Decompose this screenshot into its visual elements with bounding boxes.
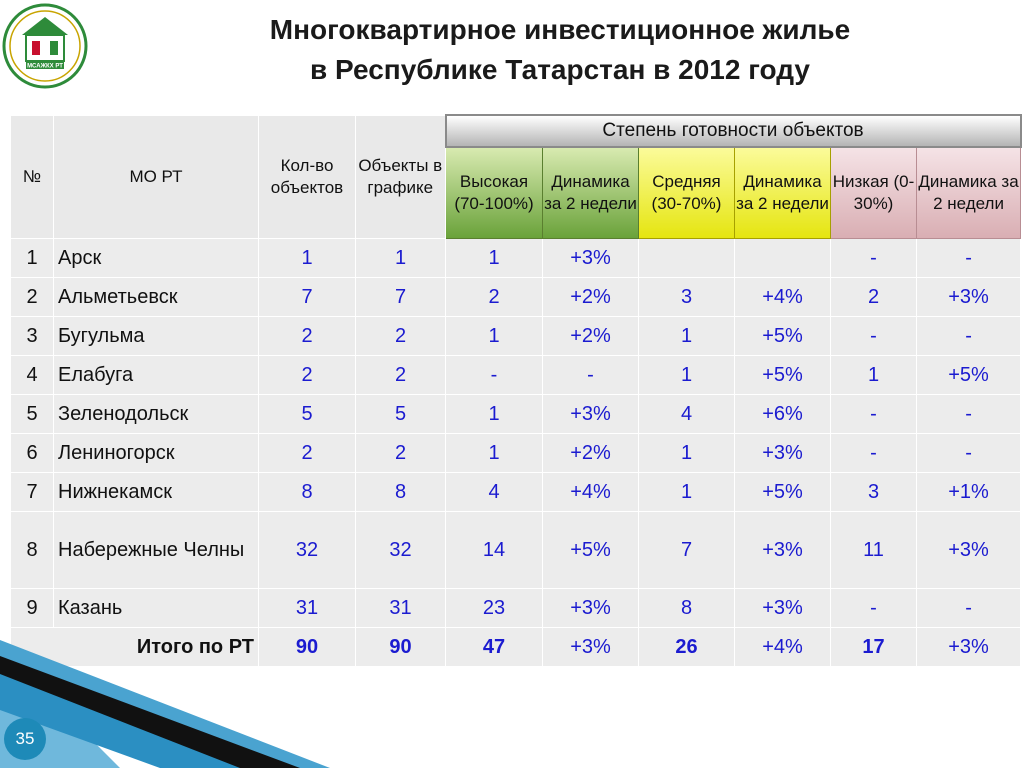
row-low: 3 [831,473,917,512]
row-number: 5 [11,395,54,434]
table-row [11,278,1021,317]
table-row [11,473,1021,512]
row-schedule: 2 [356,356,446,395]
row-number: 9 [11,589,54,628]
row-mid-dynamics: +4% [735,278,831,317]
row-number: 7 [11,473,54,512]
table-row [11,317,1021,356]
row-high: 1 [446,434,543,473]
page-number: 35 [4,718,46,760]
row-mid: 7 [639,512,735,589]
row-low-dynamics: - [917,434,1021,473]
row-high-dynamics: - [543,356,639,395]
row-number: 8 [11,512,54,589]
row-count: 1 [259,239,356,278]
row-schedule: 7 [356,278,446,317]
row-high: 4 [446,473,543,512]
header-count: Кол-во объектов [259,115,356,239]
table-row [11,239,1021,278]
row-high-dynamics: +2% [543,317,639,356]
total-schedule: 90 [356,628,446,667]
row-mo: Арск [54,239,259,278]
row-high: - [446,356,543,395]
row-mid-dynamics: +3% [735,512,831,589]
row-mid: 3 [639,278,735,317]
total-low-dynamics: +3% [917,628,1021,667]
row-low: 11 [831,512,917,589]
row-low-dynamics: - [917,239,1021,278]
table-row [11,434,1021,473]
row-schedule: 2 [356,434,446,473]
row-low-dynamics: +1% [917,473,1021,512]
total-high-dynamics: +3% [543,628,639,667]
header-num: № [11,115,54,239]
row-mid-dynamics: +5% [735,356,831,395]
table-row [11,356,1021,395]
row-low-dynamics: - [917,589,1021,628]
row-mid-dynamics: +6% [735,395,831,434]
header-low-dynamics: Динамика за 2 недели [917,147,1021,239]
row-mo: Бугульма [54,317,259,356]
housing-table [10,114,1022,667]
row-count: 2 [259,434,356,473]
row-mo: Елабуга [54,356,259,395]
row-schedule: 8 [356,473,446,512]
row-mid-dynamics: +3% [735,434,831,473]
row-mid: 8 [639,589,735,628]
row-mid-dynamics: +5% [735,473,831,512]
row-high: 23 [446,589,543,628]
total-mid: 26 [639,628,735,667]
table-row [11,512,1021,589]
row-high-dynamics: +2% [543,278,639,317]
row-low: - [831,317,917,356]
row-mid-dynamics [735,239,831,278]
row-schedule: 5 [356,395,446,434]
row-schedule: 2 [356,317,446,356]
row-mo: Лениногорск [54,434,259,473]
table-row [11,395,1021,434]
row-high-dynamics: +3% [543,239,639,278]
page-title [110,10,1010,90]
row-count: 32 [259,512,356,589]
row-mo: Нижнекамск [54,473,259,512]
total-low: 17 [831,628,917,667]
row-mid [639,239,735,278]
row-low: - [831,239,917,278]
row-low: 2 [831,278,917,317]
row-high-dynamics: +5% [543,512,639,589]
row-high-dynamics: +3% [543,589,639,628]
header-schedule: Объекты в графике [356,115,446,239]
row-number: 2 [11,278,54,317]
row-high: 1 [446,317,543,356]
row-mid: 1 [639,317,735,356]
row-low-dynamics: +5% [917,356,1021,395]
row-low: - [831,589,917,628]
total-count: 90 [259,628,356,667]
ministry-emblem-icon [2,3,88,89]
row-mo: Зеленодольск [54,395,259,434]
row-mid: 4 [639,395,735,434]
row-high: 1 [446,395,543,434]
row-number: 6 [11,434,54,473]
header-high: Высокая (70-100%) [446,147,543,239]
row-low-dynamics: +3% [917,512,1021,589]
row-low: - [831,434,917,473]
header-readiness: Степень готовности объектов [446,115,1021,147]
row-low-dynamics: - [917,395,1021,434]
row-high-dynamics: +4% [543,473,639,512]
row-mid-dynamics: +3% [735,589,831,628]
row-mid-dynamics: +5% [735,317,831,356]
row-count: 2 [259,317,356,356]
row-low: 1 [831,356,917,395]
header-high-dynamics: Динамика за 2 недели [543,147,639,239]
row-low-dynamics: - [917,317,1021,356]
row-mo: Казань [54,589,259,628]
row-mid: 1 [639,434,735,473]
row-high-dynamics: +3% [543,395,639,434]
title-line-1: Многоквартирное инвестиционное жилье [269,14,851,45]
decorative-arrows [0,640,330,768]
row-high: 2 [446,278,543,317]
row-mo: Альметьевск [54,278,259,317]
header-mo: МО РТ [54,115,259,239]
total-label: Итого по РТ [11,628,259,667]
row-mid: 1 [639,356,735,395]
row-mo: Набережные Челны [54,512,259,589]
row-low-dynamics: +3% [917,278,1021,317]
row-high: 1 [446,239,543,278]
row-count: 8 [259,473,356,512]
row-mid: 1 [639,473,735,512]
row-schedule: 31 [356,589,446,628]
row-number: 1 [11,239,54,278]
row-schedule: 32 [356,512,446,589]
row-schedule: 1 [356,239,446,278]
total-high: 47 [446,628,543,667]
logo-text: МСАЖКХ РТ [27,63,63,70]
row-high: 14 [446,512,543,589]
title-line-2: в Республике Татарстан в 2012 году [310,54,810,85]
row-count: 2 [259,356,356,395]
row-low: - [831,395,917,434]
header-mid: Средняя (30-70%) [639,147,735,239]
row-count: 31 [259,589,356,628]
row-count: 7 [259,278,356,317]
row-number: 4 [11,356,54,395]
table-row [11,589,1021,628]
header-low: Низкая (0-30%) [831,147,917,239]
row-number: 3 [11,317,54,356]
header-mid-dynamics: Динамика за 2 недели [735,147,831,239]
total-mid-dynamics: +4% [735,628,831,667]
row-high-dynamics: +2% [543,434,639,473]
row-count: 5 [259,395,356,434]
